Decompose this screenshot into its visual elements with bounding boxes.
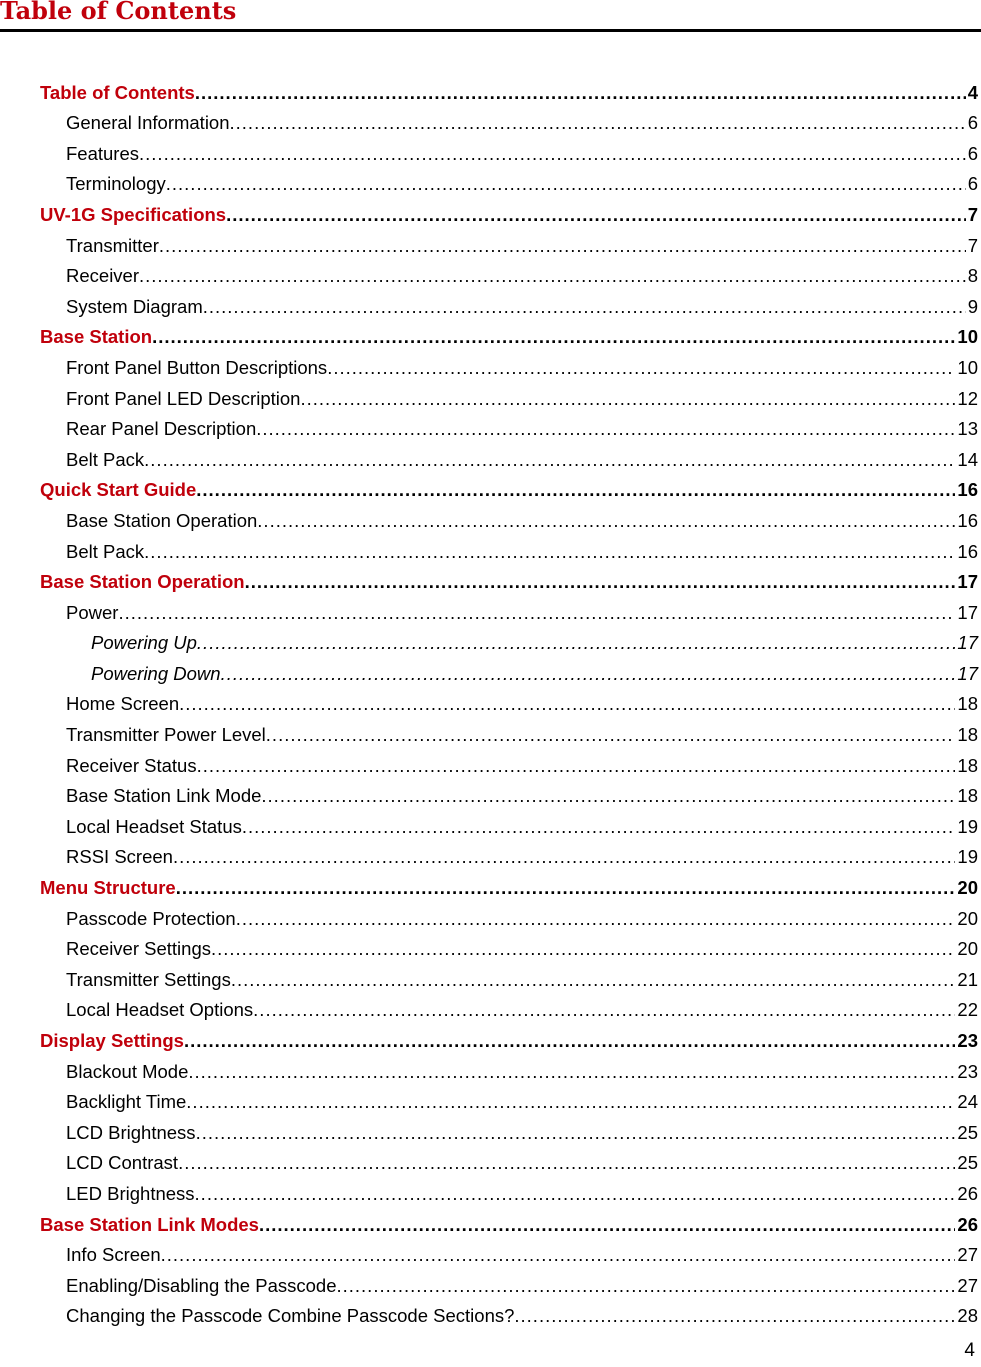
toc-subsection-entry[interactable] — [40, 1297, 978, 1328]
toc-dot-leader — [196, 479, 955, 501]
toc-section-entry[interactable] — [40, 868, 978, 899]
toc-entry-label[interactable]: Enabling/Disabling the Passcode — [66, 1274, 337, 1296]
toc-entry-label[interactable]: Powering Up — [91, 632, 197, 654]
toc-entry-page-number[interactable]: 19 — [957, 815, 978, 837]
toc-entry-page-number[interactable]: 27 — [957, 1274, 978, 1296]
toc-entry-label[interactable]: Display Settings — [40, 1030, 184, 1051]
toc-entry-page-number[interactable]: 16 — [957, 479, 978, 501]
table-of-contents — [40, 73, 978, 1327]
toc-entry-page-number[interactable]: 24 — [957, 1091, 978, 1113]
toc-dot-leader — [184, 1030, 955, 1052]
toc-subsection-entry[interactable] — [40, 379, 978, 410]
toc-dot-leader — [231, 969, 956, 991]
toc-subsubsection-entry[interactable] — [40, 624, 978, 655]
toc-entry-label[interactable]: Info Screen — [66, 1244, 161, 1266]
toc-section-entry[interactable] — [40, 195, 978, 226]
toc-entry-label[interactable]: Transmitter — [66, 234, 159, 256]
toc-dot-leader — [152, 326, 955, 348]
toc-subsection-entry[interactable] — [40, 440, 978, 471]
toc-dot-leader — [514, 1305, 955, 1327]
toc-dot-leader — [144, 449, 955, 471]
toc-dot-leader — [197, 632, 956, 654]
toc-dot-leader — [256, 418, 955, 440]
toc-entry-label[interactable]: Menu Structure — [40, 877, 176, 899]
toc-dot-leader — [188, 1061, 955, 1083]
toc-entry-page-number[interactable]: 22 — [957, 999, 978, 1021]
toc-dot-leader — [161, 1244, 956, 1266]
toc-entry-page-number[interactable]: 18 — [957, 724, 978, 746]
toc-subsection-entry[interactable] — [40, 1144, 978, 1175]
toc-entry-page-number[interactable]: 12 — [957, 387, 978, 409]
toc-subsection-entry[interactable] — [40, 104, 978, 135]
toc-subsection-entry[interactable] — [40, 257, 978, 288]
toc-entry-page-number[interactable]: 26 — [957, 1182, 978, 1204]
toc-subsection-entry[interactable] — [40, 715, 978, 746]
toc-subsection-entry[interactable] — [40, 165, 978, 196]
toc-entry-label[interactable]: LED Brightness — [66, 1182, 195, 1204]
toc-entry-label[interactable]: Local Headset Status — [66, 815, 242, 837]
toc-subsection-entry[interactable] — [40, 838, 978, 869]
toc-entry-page-number[interactable]: 8 — [967, 265, 978, 287]
toc-entry-page-number[interactable]: 25 — [957, 1152, 978, 1174]
toc-dot-leader — [179, 693, 955, 715]
toc-dot-leader — [259, 1214, 955, 1236]
toc-dot-leader — [230, 112, 966, 134]
toc-entry-page-number[interactable]: 17 — [957, 662, 978, 684]
toc-subsection-entry[interactable] — [40, 287, 978, 318]
toc-entry-label[interactable]: Belt Pack — [66, 448, 145, 470]
toc-dot-leader — [166, 173, 966, 195]
toc-dot-leader — [245, 571, 956, 593]
toc-dot-leader — [203, 296, 966, 318]
toc-entry-page-number[interactable]: 18 — [957, 693, 978, 715]
toc-section-entry[interactable] — [40, 1205, 978, 1236]
toc-dot-leader — [226, 204, 966, 226]
toc-entry-page-number[interactable]: 9 — [967, 295, 978, 317]
toc-entry-label[interactable]: System Diagram — [66, 295, 203, 317]
toc-subsection-entry[interactable] — [40, 1052, 978, 1083]
toc-dot-leader — [196, 1122, 956, 1144]
toc-dot-leader — [173, 846, 955, 868]
toc-subsection-entry[interactable] — [40, 1174, 978, 1205]
toc-entry-page-number[interactable]: 20 — [957, 877, 978, 899]
toc-entry-page-number[interactable]: 21 — [957, 968, 978, 990]
toc-entry-label[interactable]: Features — [66, 142, 140, 164]
toc-subsection-entry[interactable] — [40, 899, 978, 930]
toc-section-entry[interactable] — [40, 1021, 978, 1052]
toc-entry-label[interactable]: Local Headset Options — [66, 999, 254, 1021]
toc-dot-leader — [221, 663, 956, 685]
toc-subsection-entry[interactable] — [40, 1083, 978, 1114]
toc-dot-leader — [236, 908, 956, 930]
toc-entry-label[interactable]: Front Panel Button Descriptions — [66, 356, 328, 378]
toc-entry-page-number[interactable]: 7 — [967, 203, 978, 225]
toc-subsection-entry[interactable] — [40, 777, 978, 808]
toc-dot-leader — [242, 816, 956, 838]
toc-entry-label[interactable]: Transmitter Settings — [66, 968, 231, 990]
toc-entry-label[interactable]: Rear Panel Description — [66, 418, 257, 440]
toc-entry-label[interactable]: Table of Contents — [40, 81, 195, 103]
toc-subsection-entry[interactable] — [40, 991, 978, 1022]
toc-dot-leader — [197, 755, 956, 777]
toc-entry-page-number[interactable]: 17 — [957, 632, 978, 654]
page-title: Table of Contents — [0, 0, 237, 25]
toc-entry-page-number[interactable]: 26 — [957, 1213, 978, 1235]
toc-entry-page-number[interactable]: 23 — [957, 1030, 978, 1051]
toc-section-entry[interactable] — [40, 73, 978, 104]
toc-subsection-entry[interactable] — [40, 807, 978, 838]
toc-entry-page-number[interactable]: 16 — [957, 509, 978, 531]
toc-dot-leader — [139, 143, 966, 165]
toc-subsection-entry[interactable] — [40, 410, 978, 441]
toc-entry-label[interactable]: Base Station — [40, 326, 153, 348]
toc-entry-page-number[interactable]: 13 — [957, 418, 978, 440]
toc-entry-label[interactable]: Belt Pack — [66, 540, 145, 562]
toc-subsection-entry[interactable] — [40, 685, 978, 716]
toc-entry-label[interactable]: Base Station Operation — [40, 571, 245, 593]
toc-entry-label[interactable]: Changing the Passcode Combine Passcode Sections? — [66, 1305, 515, 1327]
toc-subsection-entry[interactable] — [40, 348, 978, 379]
toc-entry-page-number[interactable]: 20 — [957, 907, 978, 929]
toc-dot-leader — [336, 1275, 955, 1297]
toc-entry-page-number[interactable]: 16 — [957, 540, 978, 562]
toc-dot-leader — [144, 541, 955, 563]
toc-entry-label[interactable]: Powering Down — [91, 662, 221, 684]
toc-entry-label[interactable]: General Information — [66, 112, 230, 134]
toc-entry-page-number[interactable]: 18 — [957, 754, 978, 776]
toc-entry-label[interactable]: LCD Contrast — [66, 1152, 179, 1174]
toc-entry-label[interactable]: RSSI Screen — [66, 846, 173, 868]
toc-dot-leader — [159, 235, 966, 257]
toc-entry-label[interactable]: Passcode Protection — [66, 907, 236, 929]
toc-entry-page-number[interactable]: 28 — [957, 1305, 978, 1327]
page-number: 4 — [964, 1340, 975, 1361]
toc-entry-page-number[interactable]: 18 — [957, 785, 978, 807]
toc-dot-leader — [186, 1091, 955, 1113]
toc-entry-label[interactable]: Power — [66, 601, 119, 623]
toc-entry-page-number[interactable]: 4 — [967, 81, 978, 103]
toc-dot-leader — [176, 877, 956, 899]
toc-entry-page-number[interactable]: 17 — [957, 571, 978, 593]
toc-entry-page-number[interactable]: 19 — [957, 846, 978, 868]
toc-entry-page-number[interactable]: 10 — [957, 356, 978, 378]
toc-dot-leader — [195, 1183, 956, 1205]
toc-subsection-entry[interactable] — [40, 930, 978, 961]
toc-entry-label[interactable]: UV-1G Specifications — [40, 203, 227, 225]
toc-dot-leader — [118, 602, 955, 624]
toc-entry-label[interactable]: Receiver Settings — [66, 938, 211, 960]
toc-dot-leader — [253, 999, 955, 1021]
toc-subsection-entry[interactable] — [40, 134, 978, 165]
toc-entry-label[interactable]: Blackout Mode — [66, 1060, 189, 1082]
toc-dot-leader — [266, 724, 956, 746]
toc-entry-page-number[interactable]: 17 — [957, 601, 978, 623]
toc-entry-label[interactable]: Terminology — [66, 173, 166, 195]
toc-entry-label[interactable]: Front Panel LED Description — [66, 387, 301, 409]
toc-subsection-entry[interactable] — [40, 501, 978, 532]
toc-entry-label[interactable]: Base Station Operation — [66, 509, 258, 531]
toc-entry-page-number[interactable]: 7 — [967, 234, 978, 256]
toc-dot-leader — [261, 785, 955, 807]
toc-entry-page-number[interactable]: 10 — [957, 326, 978, 348]
title-underline-rule — [0, 29, 981, 32]
toc-subsection-entry[interactable] — [40, 1113, 978, 1144]
toc-subsection-entry[interactable] — [40, 1266, 978, 1297]
toc-subsection-entry[interactable] — [40, 1236, 978, 1267]
toc-entry-label[interactable]: Quick Start Guide — [40, 479, 197, 501]
toc-dot-leader — [300, 388, 955, 410]
toc-section-entry[interactable] — [40, 471, 978, 502]
toc-subsection-entry[interactable] — [40, 593, 978, 624]
toc-subsection-entry[interactable] — [40, 226, 978, 257]
toc-entry-page-number[interactable]: 6 — [967, 142, 978, 164]
toc-entry-label[interactable]: Home Screen — [66, 693, 180, 715]
toc-subsubsection-entry[interactable] — [40, 654, 978, 685]
toc-subsection-entry[interactable] — [40, 960, 978, 991]
toc-section-entry[interactable] — [40, 563, 978, 594]
toc-subsection-entry[interactable] — [40, 532, 978, 563]
toc-entry-label[interactable]: LCD Brightness — [66, 1121, 196, 1143]
toc-entry-page-number[interactable]: 6 — [967, 112, 978, 134]
toc-dot-leader — [178, 1152, 955, 1174]
toc-entry-page-number[interactable]: 27 — [957, 1244, 978, 1266]
toc-dot-leader — [327, 357, 955, 379]
toc-entry-page-number[interactable]: 25 — [957, 1121, 978, 1143]
toc-entry-page-number[interactable]: 23 — [957, 1060, 978, 1082]
toc-entry-label[interactable]: Base Station Link Modes — [40, 1213, 259, 1235]
toc-entry-label[interactable]: Receiver Status — [66, 754, 197, 776]
toc-entry-page-number[interactable]: 6 — [967, 173, 978, 195]
toc-entry-label[interactable]: Receiver — [66, 265, 139, 287]
toc-entry-label[interactable]: Base Station Link Mode — [66, 785, 262, 807]
toc-entry-page-number[interactable]: 20 — [957, 938, 978, 960]
toc-entry-page-number[interactable]: 14 — [957, 448, 978, 470]
toc-dot-leader — [139, 265, 966, 287]
toc-section-entry[interactable] — [40, 318, 978, 349]
toc-subsection-entry[interactable] — [40, 746, 978, 777]
toc-entry-label[interactable]: Transmitter Power Level — [66, 724, 266, 746]
toc-dot-leader — [195, 82, 966, 104]
toc-dot-leader — [257, 510, 955, 532]
toc-dot-leader — [211, 938, 955, 960]
toc-entry-label[interactable]: Backlight Time — [66, 1091, 187, 1113]
